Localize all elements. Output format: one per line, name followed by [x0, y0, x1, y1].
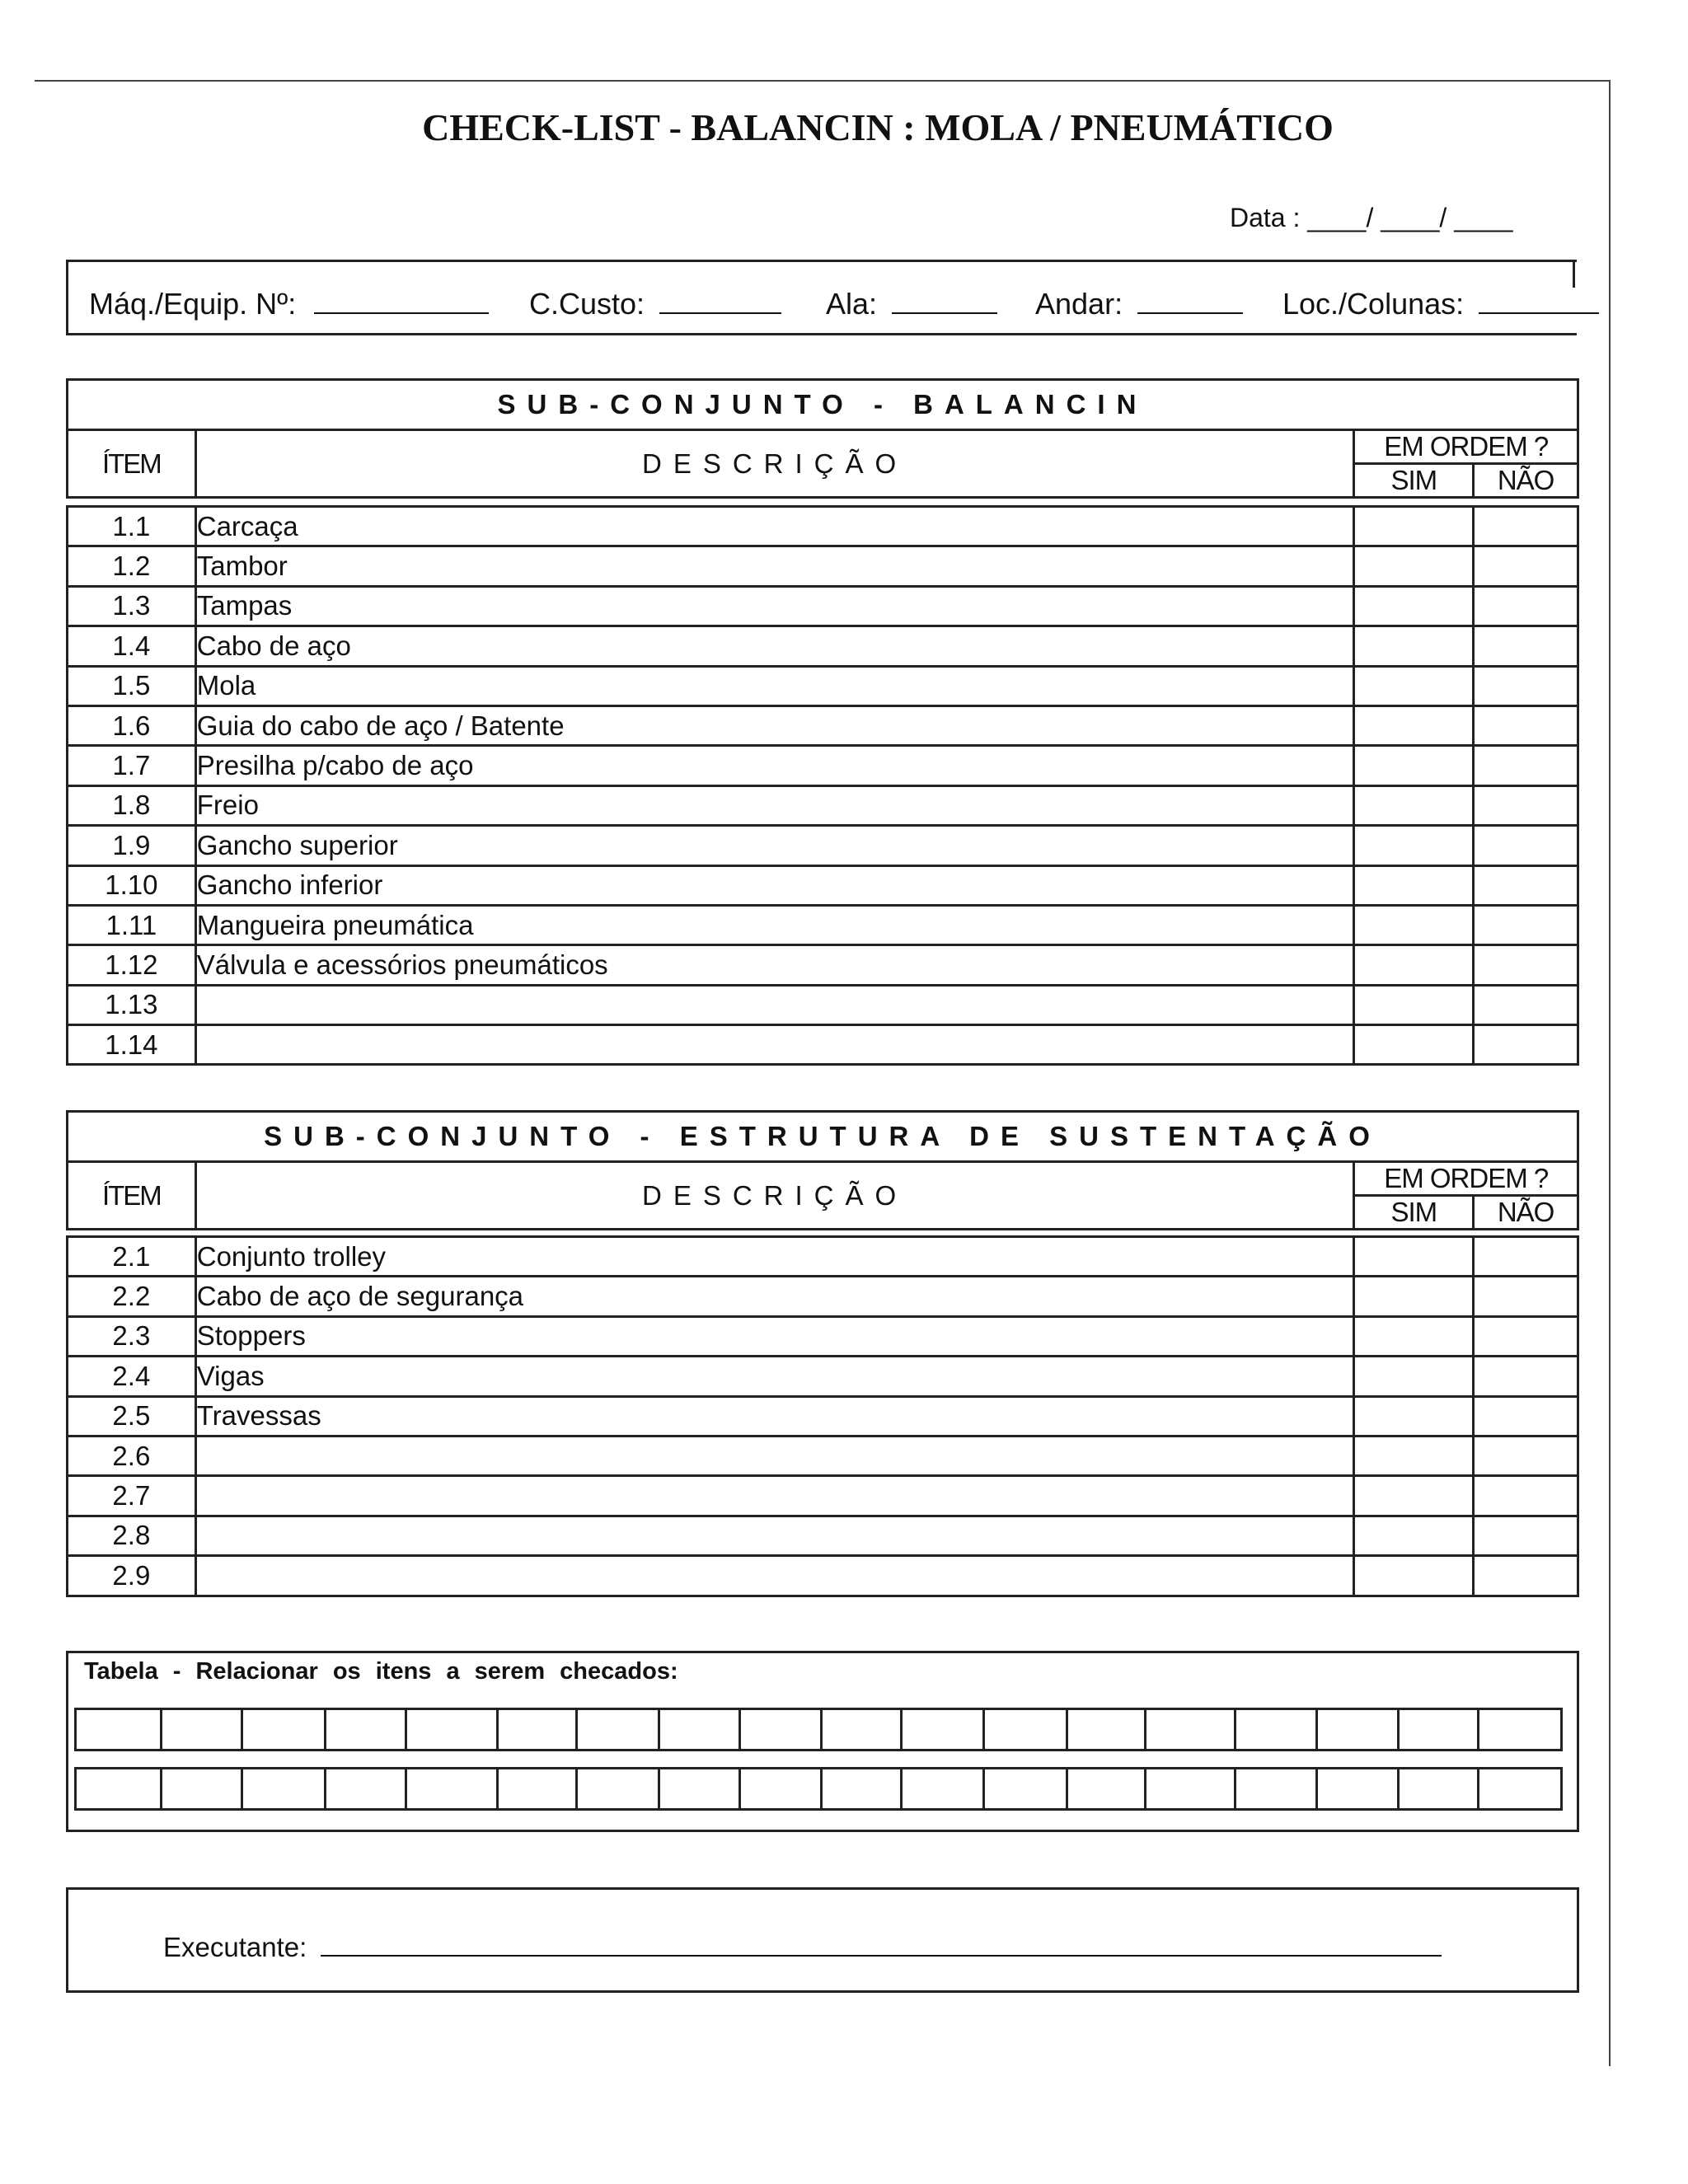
table-row: [68, 746, 1578, 785]
checklist-grid-cell[interactable]: [1146, 1769, 1236, 1810]
section1-col-description: DESCRIÇÃO: [195, 430, 1354, 498]
section1-item-description: [195, 1025, 1354, 1065]
section1-yes-checkbox[interactable]: [1354, 785, 1474, 825]
section1-no-checkbox[interactable]: [1474, 626, 1578, 666]
section2-item-description: Cabo de aço de segurança: [195, 1277, 1354, 1316]
section2-yes-checkbox[interactable]: [1354, 1516, 1474, 1555]
section1-col-item: ÍTEM: [68, 430, 196, 498]
checklist-grid-cell[interactable]: [822, 1769, 901, 1810]
section2-yes-checkbox[interactable]: [1354, 1237, 1474, 1277]
checklist-grid-cell[interactable]: [406, 1769, 497, 1810]
date-label: Data :: [1230, 203, 1301, 232]
section1-item-number: 1.2: [68, 546, 196, 586]
section2-col-in-order: EM ORDEM ?: [1354, 1162, 1578, 1196]
checklist-grid-cell[interactable]: [984, 1709, 1067, 1750]
checklist-grid-row-1: [74, 1708, 1563, 1751]
checklist-grid-cell[interactable]: [1236, 1769, 1316, 1810]
section2-item-description: [195, 1476, 1354, 1516]
section2-item-number: 2.3: [68, 1316, 196, 1356]
section1-header: [66, 378, 1579, 499]
section2-item-number: 2.1: [68, 1237, 196, 1277]
checklist-grid-cell[interactable]: [406, 1709, 497, 1750]
section2-header: [66, 1110, 1579, 1230]
checklist-grid-cell[interactable]: [241, 1769, 325, 1810]
checklist-grid-cell[interactable]: [901, 1769, 983, 1810]
machine-number-blank[interactable]: [314, 288, 489, 314]
section2-yes-checkbox[interactable]: [1354, 1316, 1474, 1356]
section1-item-description: Presilha p/cabo de aço: [195, 746, 1354, 785]
section2-no-checkbox[interactable]: [1474, 1316, 1578, 1356]
table-row: [68, 626, 1578, 666]
checklist-grid-row: [76, 1769, 1562, 1810]
section1-no-checkbox[interactable]: [1474, 586, 1578, 626]
section1-no-checkbox[interactable]: [1474, 865, 1578, 905]
checklist-grid-cell[interactable]: [162, 1769, 241, 1810]
section2-col-description: DESCRIÇÃO: [195, 1162, 1354, 1230]
section2-no-checkbox[interactable]: [1474, 1476, 1578, 1516]
section2-col-item: ÍTEM: [68, 1162, 196, 1230]
section1-item-number: 1.8: [68, 785, 196, 825]
section1-item-description: Mola: [195, 666, 1354, 705]
machine-number-label: Máq./Equip. Nº:: [89, 287, 297, 321]
table-row: [68, 1396, 1578, 1436]
checklist-grid-cell[interactable]: [1479, 1769, 1562, 1810]
table-row: [68, 507, 1578, 546]
table-row: [68, 905, 1578, 944]
section2-col-no: NÃO: [1474, 1196, 1578, 1230]
checklist-grid-cell[interactable]: [1316, 1769, 1398, 1810]
checklist-grid-cell[interactable]: [1479, 1709, 1562, 1750]
checklist-grid-cell[interactable]: [901, 1709, 983, 1750]
checklist-grid-cell[interactable]: [739, 1769, 821, 1810]
section1-yes-checkbox[interactable]: [1354, 945, 1474, 985]
section1-item-description: Guia do cabo de aço / Batente: [195, 705, 1354, 745]
section2-yes-checkbox[interactable]: [1354, 1277, 1474, 1316]
checklist-grid-cell[interactable]: [1399, 1709, 1479, 1750]
table-row: [68, 1556, 1578, 1596]
checklist-table-label: Tabela - Relacionar os itens a serem checados:: [84, 1658, 678, 1685]
table-row: [68, 1436, 1578, 1475]
section1-item-number: 1.7: [68, 746, 196, 785]
section1-item-description: [195, 985, 1354, 1024]
section1-item-description: Tampas: [195, 586, 1354, 626]
wing-label: Ala:: [826, 287, 878, 321]
checklist-grid-cell[interactable]: [76, 1709, 162, 1750]
table-row: [68, 1516, 1578, 1555]
section2-no-checkbox[interactable]: [1474, 1396, 1578, 1436]
checklist-grid-cell[interactable]: [76, 1769, 162, 1810]
section1-col-no: NÃO: [1474, 464, 1578, 498]
section1-item-number: 1.13: [68, 985, 196, 1024]
section1-yes-checkbox[interactable]: [1354, 586, 1474, 626]
table-row: [68, 945, 1578, 985]
section1-no-checkbox[interactable]: [1474, 705, 1578, 745]
section1-item-description: Tambor: [195, 546, 1354, 586]
section2-item-description: [195, 1436, 1354, 1475]
table-row: [68, 826, 1578, 865]
section1-no-checkbox[interactable]: [1474, 666, 1578, 705]
section1-yes-checkbox[interactable]: [1354, 1025, 1474, 1065]
checklist-grid-cell[interactable]: [739, 1709, 821, 1750]
floor-blank[interactable]: [1137, 288, 1243, 314]
section2-no-checkbox[interactable]: [1474, 1237, 1578, 1277]
section1-yes-checkbox[interactable]: [1354, 666, 1474, 705]
wing-blank[interactable]: [892, 288, 997, 314]
checklist-grid-cell[interactable]: [822, 1709, 901, 1750]
section1-item-description: Carcaça: [195, 507, 1354, 546]
executor-label: Executante:: [163, 1932, 307, 1962]
section2-item-description: Travessas: [195, 1396, 1354, 1436]
section1-no-checkbox[interactable]: [1474, 905, 1578, 944]
table-row: [68, 666, 1578, 705]
section1-item-number: 1.3: [68, 586, 196, 626]
section2-item-number: 2.9: [68, 1556, 196, 1596]
table-row: [68, 1025, 1578, 1065]
section1-items-table: [66, 505, 1579, 1066]
section1-no-checkbox[interactable]: [1474, 826, 1578, 865]
cost-center-field[interactable]: [529, 287, 781, 321]
section1-item-number: 1.5: [68, 666, 196, 705]
section1-yes-checkbox[interactable]: [1354, 705, 1474, 745]
section1-no-checkbox[interactable]: [1474, 1025, 1578, 1065]
table-row: [68, 546, 1578, 586]
section1-yes-checkbox[interactable]: [1354, 905, 1474, 944]
checklist-grid-cell[interactable]: [1067, 1769, 1146, 1810]
checklist-grid-cell[interactable]: [326, 1709, 406, 1750]
cost-center-blank[interactable]: [659, 288, 781, 314]
table-row: [68, 1316, 1578, 1356]
checklist-grid-cell[interactable]: [577, 1769, 659, 1810]
section1-item-number: 1.9: [68, 826, 196, 865]
table-row: [68, 1277, 1578, 1316]
floor-label: Andar:: [1035, 287, 1123, 321]
section1-yes-checkbox[interactable]: [1354, 865, 1474, 905]
section1-no-checkbox[interactable]: [1474, 945, 1578, 985]
section1-yes-checkbox[interactable]: [1354, 626, 1474, 666]
section2-item-number: 2.2: [68, 1277, 196, 1316]
section1-item-number: 1.1: [68, 507, 196, 546]
table-row: [68, 865, 1578, 905]
checklist-grid-cell[interactable]: [577, 1709, 659, 1750]
checklist-grid-cell[interactable]: [1399, 1769, 1479, 1810]
section1-no-checkbox[interactable]: [1474, 785, 1578, 825]
cost-center-label: C.Custo:: [529, 287, 645, 321]
section2-yes-checkbox[interactable]: [1354, 1436, 1474, 1475]
section2-item-number: 2.5: [68, 1396, 196, 1436]
section2-yes-checkbox[interactable]: [1354, 1476, 1474, 1516]
section2-title: SUB-CONJUNTO - ESTRUTURA DE SUSTENTAÇÃO: [68, 1112, 1578, 1162]
checklist-grid-cell[interactable]: [659, 1769, 739, 1810]
checklist-grid-cell[interactable]: [497, 1769, 576, 1810]
section1-no-checkbox[interactable]: [1474, 746, 1578, 785]
table-row: [68, 1357, 1578, 1396]
section2-no-checkbox[interactable]: [1474, 1556, 1578, 1596]
section2-item-description: [195, 1516, 1354, 1555]
section2-item-number: 2.8: [68, 1516, 196, 1555]
section1-item-description: Mangueira pneumática: [195, 905, 1354, 944]
page-border-top: [35, 80, 1609, 82]
section2-items-table: [66, 1235, 1579, 1597]
section2-yes-checkbox[interactable]: [1354, 1396, 1474, 1436]
section1-item-description: Gancho inferior: [195, 865, 1354, 905]
checklist-grid-cell[interactable]: [326, 1769, 406, 1810]
checklist-grid-cell[interactable]: [1316, 1709, 1398, 1750]
checklist-grid-cell[interactable]: [984, 1769, 1067, 1810]
section2-yes-checkbox[interactable]: [1354, 1556, 1474, 1596]
section1-item-number: 1.11: [68, 905, 196, 944]
executor-field[interactable]: [163, 1930, 1442, 1963]
section1-item-description: Válvula e acessórios pneumáticos: [195, 945, 1354, 985]
location-blank[interactable]: [1479, 288, 1599, 314]
section1-title: SUB-CONJUNTO - BALANCIN: [68, 380, 1578, 430]
section1-yes-checkbox[interactable]: [1354, 826, 1474, 865]
checklist-grid-cell[interactable]: [162, 1709, 241, 1750]
date-field[interactable]: [1230, 203, 1512, 233]
section1-item-number: 1.6: [68, 705, 196, 745]
section1-item-number: 1.10: [68, 865, 196, 905]
section2-no-checkbox[interactable]: [1474, 1436, 1578, 1475]
section1-no-checkbox[interactable]: [1474, 546, 1578, 586]
section1-item-description: Gancho superior: [195, 826, 1354, 865]
checklist-grid-cell[interactable]: [1067, 1709, 1146, 1750]
table-row: [68, 985, 1578, 1024]
page-border-right: [1609, 80, 1611, 2066]
section1-yes-checkbox[interactable]: [1354, 746, 1474, 785]
table-row: [68, 705, 1578, 745]
section2-item-description: [195, 1556, 1354, 1596]
section2-item-number: 2.6: [68, 1436, 196, 1475]
section1-yes-checkbox[interactable]: [1354, 546, 1474, 586]
wing-field[interactable]: [826, 287, 997, 321]
section1-no-checkbox[interactable]: [1474, 507, 1578, 546]
section2-no-checkbox[interactable]: [1474, 1516, 1578, 1555]
section1-yes-checkbox[interactable]: [1354, 985, 1474, 1024]
section1-item-description: Cabo de aço: [195, 626, 1354, 666]
table-row: [68, 1476, 1578, 1516]
table-row: [68, 785, 1578, 825]
location-label: Loc./Colunas:: [1282, 287, 1465, 321]
section2-item-description: Vigas: [195, 1357, 1354, 1396]
checklist-grid-cell[interactable]: [659, 1709, 739, 1750]
checklist-grid-row-2: [74, 1767, 1563, 1811]
section2-no-checkbox[interactable]: [1474, 1277, 1578, 1316]
page-title: CHECK-LIST - BALANCIN : MOLA / PNEUMÁTICO: [422, 106, 1334, 148]
section2-col-yes: SIM: [1354, 1196, 1474, 1230]
checklist-grid-cell[interactable]: [241, 1709, 325, 1750]
checklist-grid-cell[interactable]: [497, 1709, 576, 1750]
section1-item-number: 1.12: [68, 945, 196, 985]
table-row: [68, 586, 1578, 626]
checklist-grid-cell[interactable]: [1146, 1709, 1236, 1750]
section2-no-checkbox[interactable]: [1474, 1357, 1578, 1396]
section2-item-description: Stoppers: [195, 1316, 1354, 1356]
section2-item-number: 2.4: [68, 1357, 196, 1396]
section1-col-yes: SIM: [1354, 464, 1474, 498]
executor-signature-line[interactable]: [321, 1930, 1442, 1957]
section1-item-number: 1.4: [68, 626, 196, 666]
section1-item-number: 1.14: [68, 1025, 196, 1065]
location-field[interactable]: [1282, 287, 1599, 321]
date-blanks: ____/ ____/ ____: [1307, 203, 1513, 232]
section1-yes-checkbox[interactable]: [1354, 507, 1474, 546]
section2-item-number: 2.7: [68, 1476, 196, 1516]
section1-no-checkbox[interactable]: [1474, 985, 1578, 1024]
floor-field[interactable]: [1035, 287, 1243, 321]
section2-item-description: Conjunto trolley: [195, 1237, 1354, 1277]
machine-number-field[interactable]: [89, 287, 489, 321]
section1-item-description: Freio: [195, 785, 1354, 825]
section2-yes-checkbox[interactable]: [1354, 1357, 1474, 1396]
equipment-info-box-edge: [1573, 260, 1575, 288]
table-row: [68, 1237, 1578, 1277]
section1-col-in-order: EM ORDEM ?: [1354, 430, 1578, 464]
checklist-grid-row: [76, 1709, 1562, 1750]
checklist-grid-cell[interactable]: [1236, 1709, 1316, 1750]
